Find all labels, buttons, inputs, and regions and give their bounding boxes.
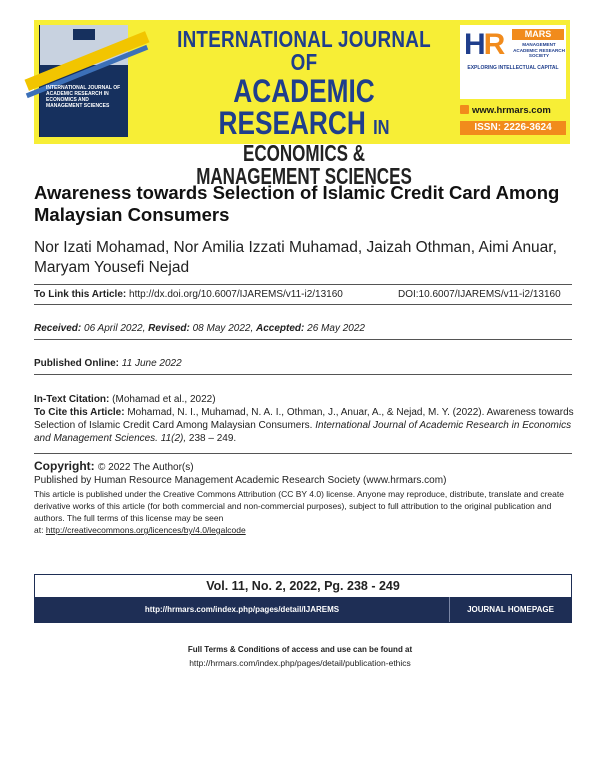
copyright-label: Copyright: xyxy=(34,459,95,473)
published-date: 11 June 2022 xyxy=(121,358,182,369)
cite-this-article xyxy=(34,406,574,445)
divider xyxy=(34,453,572,454)
published-label: Published Online: xyxy=(34,358,120,369)
cite-journal: International Journal of Academic Research in Economics and Management Sciences. 11(2), xyxy=(34,420,572,444)
article-link-line xyxy=(34,288,343,301)
journal-title-line2 xyxy=(171,75,437,139)
journal-title-line3: ECONOMICS & MANAGEMENT SCIENCES xyxy=(196,140,412,189)
journal-cover-image xyxy=(39,25,128,137)
journal-url-link[interactable]: http://hrmars.com/index.php/pages/detail/IJAREMS xyxy=(144,605,340,614)
mars-name: MARS xyxy=(512,29,564,40)
intext-citation-line xyxy=(34,393,216,406)
divider xyxy=(34,304,572,305)
hr-logo-h: H xyxy=(464,28,484,61)
article-link[interactable]: http://dx.doi.org/10.6007/IJAREMS/v11-i2/13160 xyxy=(129,289,343,300)
received-label: Received: xyxy=(34,323,82,334)
cover-logo xyxy=(73,29,95,40)
paper-authors: Nor Izati Mohamad, Nor Amilia Izzati Muhamad, Jaizah Othman, Aimi Anuar, Maryam Yousefi Nejad xyxy=(34,239,557,276)
article-link-label: To Link this Article: xyxy=(34,289,127,300)
divider xyxy=(34,339,572,340)
issn-badge: ISSN: 2226-3624 xyxy=(460,121,566,135)
mars-subtitle: MANAGEMENT ACADEMIC RESEARCH SOCIETY xyxy=(513,42,565,59)
publisher-block xyxy=(460,25,566,135)
cite-text: Mohamad, N. I., Muhamad, N. A. I., Othman, J., Anuar, A., & Nejad, M. Y. (2022). Awareness towards Selection of Islamic Credit Card Among Malaysian Consumers. xyxy=(34,407,574,431)
license-at: at: xyxy=(34,525,44,535)
license-link[interactable]: http://creativecommons.org/licences/by/4.0/legalcode xyxy=(45,525,246,535)
hr-logo-mark xyxy=(464,28,503,62)
cite-label: To Cite this Article: xyxy=(34,407,125,418)
accepted-label: Accepted: xyxy=(256,323,305,334)
revised-date: 08 May 2022, xyxy=(192,323,254,334)
volume-info: Vol. 11, No. 2, 2022, Pg. 238 - 249 xyxy=(206,579,400,593)
journal-title-line1: INTERNATIONAL JOURNAL OF xyxy=(177,26,431,75)
volume-box xyxy=(34,574,572,623)
intext-value: (Mohamad et al., 2022) xyxy=(112,394,216,405)
published-line xyxy=(34,357,182,370)
journal-title-line2-main: ACADEMIC RESEARCH xyxy=(218,73,375,141)
published-by: Published by Human Resource Management Academic Research Society (www.hrmars.com) xyxy=(34,475,447,486)
divider xyxy=(34,374,572,375)
web-icon xyxy=(460,105,469,114)
cite-pages: 238 – 249. xyxy=(188,433,237,444)
journal-homepage-link[interactable]: JOURNAL HOMEPAGE xyxy=(467,605,554,614)
divider xyxy=(34,284,572,285)
publisher-website-text: www.hrmars.com xyxy=(472,105,551,116)
journal-title-line2-in: IN xyxy=(373,117,390,139)
volume-bar xyxy=(35,597,571,622)
copyright-value: © 2022 The Author(s) xyxy=(98,462,194,473)
copyright-line xyxy=(34,459,194,475)
license-body: This article is published under the Creative Commons Attribution (CC BY 4.0) license. Anyone may reproduce, distribute, translate and create derivative works of this article (for both commercial and non-commercial purposes), subject to full attribution to the original publication and authors. The full terms of this license may be seen xyxy=(34,489,564,523)
terms-text: Full Terms & Conditions of access and use can be found at xyxy=(187,645,413,654)
journal-banner xyxy=(34,20,570,189)
hrmars-logo xyxy=(460,25,566,99)
doi: DOI:10.6007/IJAREMS/v11-i2/13160 xyxy=(398,289,561,300)
accepted-date: 26 May 2022 xyxy=(307,323,365,334)
terms-link[interactable]: http://hrmars.com/index.php/pages/detail/publication-ethics xyxy=(189,658,411,668)
license-text xyxy=(34,488,570,536)
received-date: 06 April 2022, xyxy=(84,323,146,334)
hr-logo-r: R xyxy=(483,28,504,61)
journal-title xyxy=(142,28,466,188)
cover-title-text: INTERNATIONAL JOURNAL OF ACADEMIC RESEARCH IN ECONOMICS AND MANAGEMENT SCIENCES xyxy=(46,85,121,109)
revised-label: Revised: xyxy=(148,323,190,334)
paper-title: Awareness towards Selection of Islamic Credit Card Among Malaysian Consumers xyxy=(34,182,560,225)
publisher-website[interactable] xyxy=(460,105,566,116)
mars-tagline: EXPLORING INTELLECTUAL CAPITAL xyxy=(467,65,559,71)
dates-line xyxy=(34,322,365,335)
intext-label: In-Text Citation: xyxy=(34,394,110,405)
